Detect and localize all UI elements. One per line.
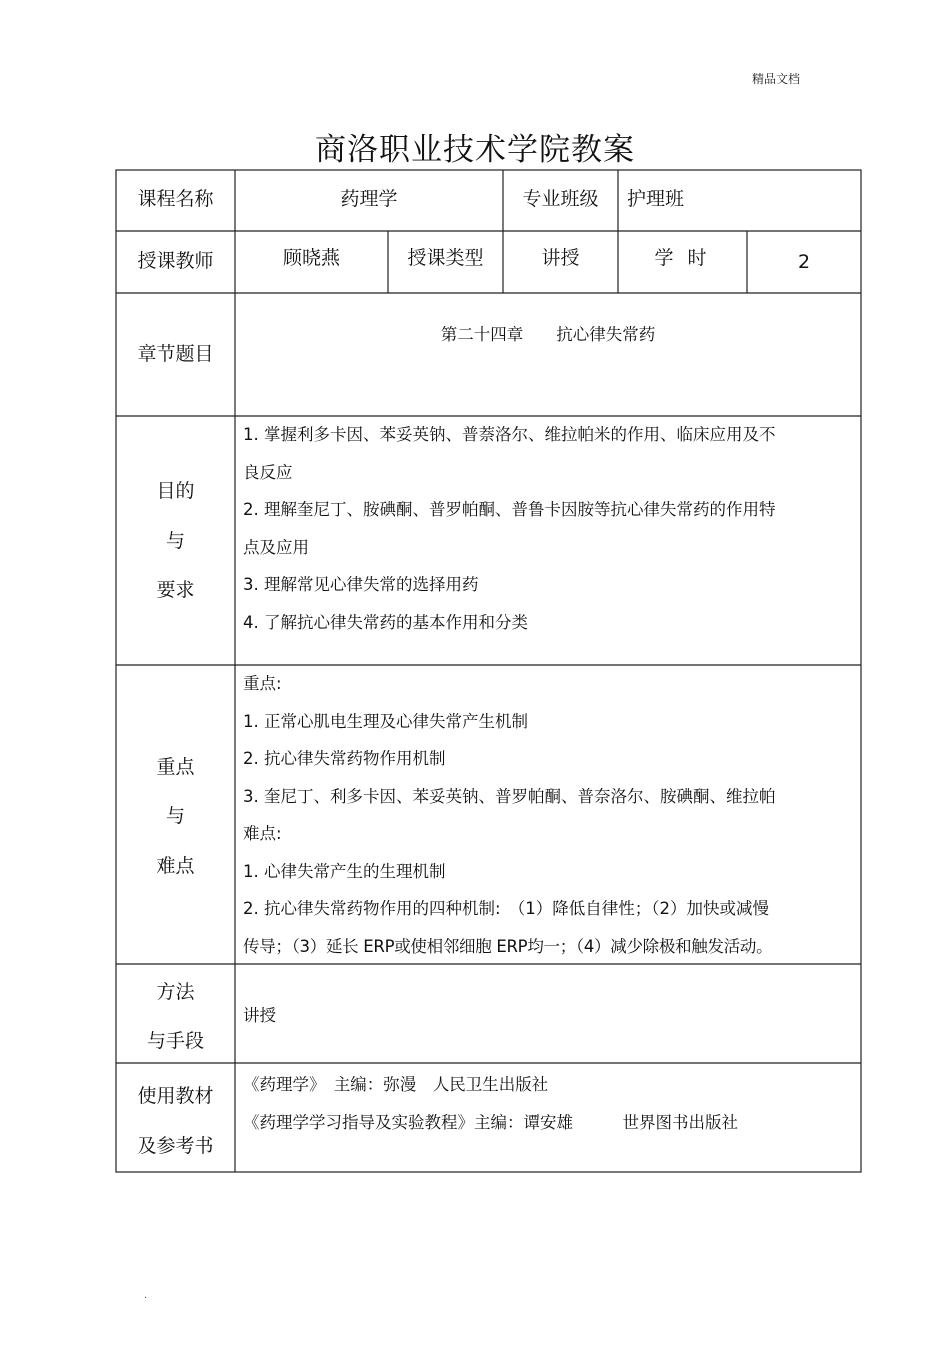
methods-value: 讲授 [243, 1006, 276, 1025]
keypoints-line: 1. 正常心肌电生理及心律失常产生机制 [243, 711, 528, 731]
goals-line: 3. 理解常见心律失常的选择用药 [243, 575, 479, 594]
textbooks-label-line2: 及参考书 [137, 1135, 214, 1157]
chapter-label: 章节题目 [137, 343, 214, 365]
goals-label-line1: 目的 [156, 480, 195, 502]
goals-line: 4. 了解抗心律失常药的基本作用和分类 [243, 612, 528, 632]
watermark-text: 精品文档 [752, 72, 801, 86]
goals-label-line2: 与 [165, 530, 185, 552]
methods-content [243, 997, 276, 1035]
methods-label-line2: 与手段 [146, 1030, 204, 1052]
textbooks-content [243, 1066, 738, 1141]
lesson-type-value: 讲授 [541, 247, 580, 269]
keypoints-line: 难点: [243, 824, 282, 843]
textbook-line: 《药理学学习指导及实验教程》主编：谭安雄 世界图书出版社 [243, 1112, 738, 1132]
keypoints-content [243, 665, 776, 965]
hours-label: 学 时 [654, 247, 711, 269]
keypoints-label-line3: 难点 [156, 855, 195, 877]
goals-label-line3: 要求 [156, 579, 195, 601]
methods-label-line1: 方法 [156, 981, 195, 1003]
page-footer-dot: . [144, 1290, 148, 1301]
lesson-type-label: 授课类型 [407, 247, 484, 269]
keypoints-line: 传导；（3）延长 ERP或使相邻细胞 ERP均一；（4）减少除极和触发活动。 [243, 936, 773, 956]
course-name-label: 课程名称 [137, 188, 214, 210]
textbooks-label-line1: 使用教材 [137, 1085, 214, 1107]
goals-content [243, 416, 776, 641]
class-label: 专业班级 [522, 188, 599, 210]
goals-line: 1. 掌握利多卡因、苯妥英钠、普萘洛尔、维拉帕米的作用、临床应用及不 [243, 425, 776, 444]
keypoints-line: 重点: [243, 674, 282, 693]
textbook-line: 《药理学》 主编：弥漫 人民卫生出版社 [243, 1075, 549, 1094]
keypoints-line: 3. 奎尼丁、利多卡因、苯妥英钠、普罗帕酮、普奈洛尔、胺碘酮、维拉帕 [243, 786, 776, 806]
keypoints-line: 2. 抗心律失常药物作用机制 [243, 749, 446, 768]
chapter-value: 第二十四章 抗心律失常药 [440, 325, 656, 344]
keypoints-label-line2: 与 [165, 805, 185, 827]
keypoints-line: 1. 心律失常产生的生理机制 [243, 861, 446, 881]
keypoints-label-line1: 重点 [156, 756, 195, 778]
keypoints-line: 2. 抗心律失常药物作用的四种机制: （1）降低自律性；（2）加快或减慢 [243, 899, 770, 918]
teacher-value: 顾晓燕 [282, 247, 340, 269]
teacher-label: 授课教师 [137, 250, 214, 272]
goals-line: 点及应用 [243, 537, 309, 557]
document-title: 商洛职业技术学院教案 [315, 132, 635, 168]
hours-value: 2 [797, 251, 811, 273]
course-name-value: 药理学 [340, 188, 398, 210]
goals-line: 2. 理解奎尼丁、胺碘酮、普罗帕酮、普鲁卡因胺等抗心律失常药的作用特 [243, 500, 776, 519]
class-value: 护理班 [627, 188, 685, 210]
goals-line: 良反应 [243, 462, 293, 482]
